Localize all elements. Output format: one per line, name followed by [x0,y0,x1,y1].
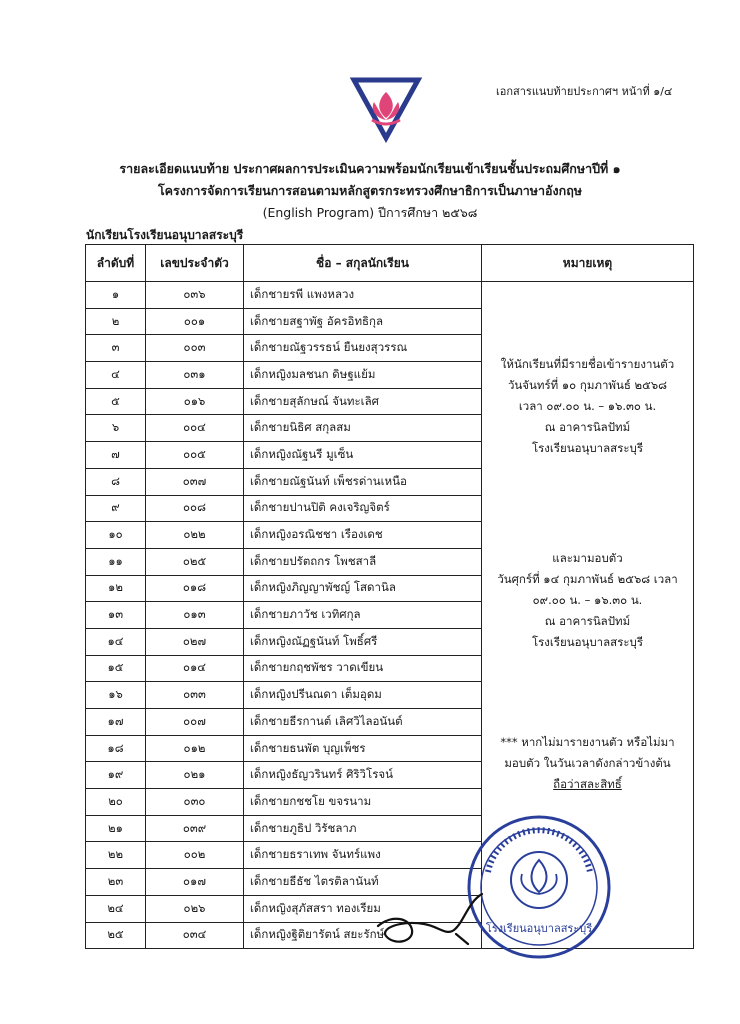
order-number: ๑๑ [86,548,146,575]
student-name: เด็กชายธนพัต บุญเพ็ชร [244,735,482,762]
remark-line: มอบตัว ในวันเวลาดังกล่าวข้างต้น [504,756,671,770]
student-id: ๐๓๔ [146,922,244,949]
remark-block3 [482,732,693,795]
remark-line: โรงเรียนอนุบาลสระบุรี [531,441,644,455]
order-number: ๑๐ [86,522,146,549]
student-id: ๐๑๓ [146,602,244,629]
signature [372,884,492,954]
student-id: ๐๑๖ [146,388,244,415]
student-name: เด็กหญิงภิญญาพัชญ์ โสดานิล [244,575,482,602]
order-number: ๒๑ [86,815,146,842]
remark-block1 [482,354,693,459]
stamp-text: โรงเรียนอนุบาลสระบุรี [485,922,593,935]
student-id: ๐๑๔ [146,655,244,682]
student-id: ๐๒๖ [146,895,244,922]
student-name: เด็กชายนิธิศ สกุลสม [244,415,482,442]
student-id: ๐๓๐ [146,789,244,816]
order-number: ๓ [86,335,146,362]
student-id: ๐๓๑ [146,362,244,389]
student-name: เด็กชายธีธัช ไตรติลานันท์ [244,869,482,896]
student-id: ๐๐๑ [146,308,244,335]
student-id: ๐๓๓ [146,682,244,709]
table-header-row [86,245,694,282]
order-number: ๑๔ [86,628,146,655]
student-id: ๐๑๒ [146,735,244,762]
remark-line: วันจันทร์ที่ ๑๐ กุมภาพันธ์ ๒๕๖๘ [507,378,668,392]
remark-line: ๐๙.๐๐ น. – ๑๖.๓๐ น. [532,593,643,607]
student-name: เด็กหญิงสุภัสสรา ทองเรียม [244,895,482,922]
order-number: ๑ [86,282,146,309]
student-id: ๐๒๑ [146,762,244,789]
student-name: เด็กชายภูธิป วิรัชลาภ [244,815,482,842]
order-number: ๑๘ [86,735,146,762]
remark-line: เวลา ๐๙.๐๐ น. – ๑๖.๓๐ น. [518,399,657,413]
title-line-2: โครงการจัดการเรียนการสอนตามหลักสูตรกระทรวงศึกษาธิการเป็นภาษาอังกฤษ [157,183,583,198]
page-reference: เอกสารแนบท้ายประกาศฯ หน้าที่ ๑/๔ [496,85,673,98]
header-name: ชื่อ – สกุลนักเรียน [244,245,482,282]
remark-line: และมามอบตัว [552,551,623,565]
student-id: ๐๓๙ [146,815,244,842]
order-number: ๖ [86,415,146,442]
header-student-id: เลขประจำตัว [146,245,244,282]
student-id: ๐๒๕ [146,548,244,575]
order-number: ๑๕ [86,655,146,682]
student-id: ๐๓๗ [146,468,244,495]
student-name: เด็กชายธราเทพ จันทร์แพง [244,842,482,869]
order-number: ๘ [86,468,146,495]
student-name: เด็กชายรพี แพงหลวง [244,282,482,309]
order-number: ๑๙ [86,762,146,789]
student-name: เด็กชายสฐาพัฐ อัครอิทธิกุล [244,308,482,335]
order-number: ๗ [86,442,146,469]
order-number: ๒๐ [86,789,146,816]
student-name: เด็กหญิงอรณิชชา เรืองเดช [244,522,482,549]
remark-line: โรงเรียนอนุบาลสระบุรี [531,635,644,649]
student-id: ๐๐๒ [146,842,244,869]
order-number: ๑๗ [86,709,146,736]
student-id: ๐๐๘ [146,495,244,522]
student-id: ๐๒๗ [146,628,244,655]
student-name: เด็กชายปรัตถกร โพชสาลี [244,548,482,575]
order-number: ๙ [86,495,146,522]
table-row [86,282,694,309]
student-name: เด็กชายกฤชพัชร วาดเขียน [244,655,482,682]
student-name: เด็กชายกชชโย ขจรนาม [244,789,482,816]
remark-line: ณ อาคารนิลปัทม์ [544,420,631,434]
remark-line: ให้นักเรียนที่มีรายชื่อเข้ารายงานตัว [500,357,675,371]
title-line-1: รายละเอียดแนบท้าย ประกาศผลการประเมินความพร้อมนักเรียนเข้าเรียนชั้นประถมศึกษาปีที่ ๑ [119,161,621,176]
student-name: เด็กหญิงปรีนณดา เต็มอุดม [244,682,482,709]
school-logo [348,76,424,146]
remark-line: วันศุกร์ที่ ๑๔ กุมภาพันธ์ ๒๕๖๘ เวลา [497,572,678,586]
student-name: เด็กหญิงณัฏฐนันท์ โพธิ์ศรี [244,628,482,655]
student-id: ๐๒๒ [146,522,244,549]
remark-line: ณ อาคารนิลปัทม์ [544,614,631,628]
student-id: ๐๐๔ [146,415,244,442]
student-id: ๐๑๗ [146,869,244,896]
order-number: ๒๒ [86,842,146,869]
order-number: ๒๕ [86,922,146,949]
order-number: ๒ [86,308,146,335]
document-title [0,158,740,224]
order-number: ๕ [86,388,146,415]
order-number: ๑๖ [86,682,146,709]
student-name: เด็กชายสุลักษณ์ จันทะเลิศ [244,388,482,415]
order-number: ๒๓ [86,869,146,896]
student-name: เด็กชายธีรกานต์ เลิศวิไลอนันต์ [244,709,482,736]
student-name: เด็กหญิงฐิติยารัตน์ สยะรักษ์ [244,922,482,949]
student-name: เด็กชายณัฐวรรธน์ ยืนยงสุวรรณ [244,335,482,362]
student-id: ๐๑๘ [146,575,244,602]
forfeit-notice: ถือว่าสละสิทธิ์ [553,777,622,791]
order-number: ๒๔ [86,895,146,922]
student-name: เด็กชายภาวัช เวทิศกุล [244,602,482,629]
student-id: ๐๐๓ [146,335,244,362]
header-remark: หมายเหตุ [482,245,694,282]
order-number: ๔ [86,362,146,389]
student-name: เด็กหญิงธัญวรินทร์ ศิริวิโรจน์ [244,762,482,789]
student-id: ๐๓๖ [146,282,244,309]
remark-block2 [482,548,693,653]
student-name: เด็กหญิงณัฐนรี มูเซ็น [244,442,482,469]
student-name: เด็กชายณัฐนันท์ เพ็ชรด่านเหนือ [244,468,482,495]
title-line-3: (English Program) ปีการศึกษา ๒๕๖๘ [262,205,478,220]
student-id: ๐๐๕ [146,442,244,469]
order-number: ๑๒ [86,575,146,602]
student-id: ๐๐๗ [146,709,244,736]
student-name: เด็กชายปานปิติ คงเจริญจิตร์ [244,495,482,522]
header-order: ลำดับที่ [86,245,146,282]
student-name: เด็กหญิงมลชนก ดิษฐแย้ม [244,362,482,389]
school-label: นักเรียนโรงเรียนอนุบาลสระบุรี [86,228,244,242]
order-number: ๑๓ [86,602,146,629]
remark-line: *** หากไม่มารายงานตัว หรือไม่มา [500,735,675,749]
